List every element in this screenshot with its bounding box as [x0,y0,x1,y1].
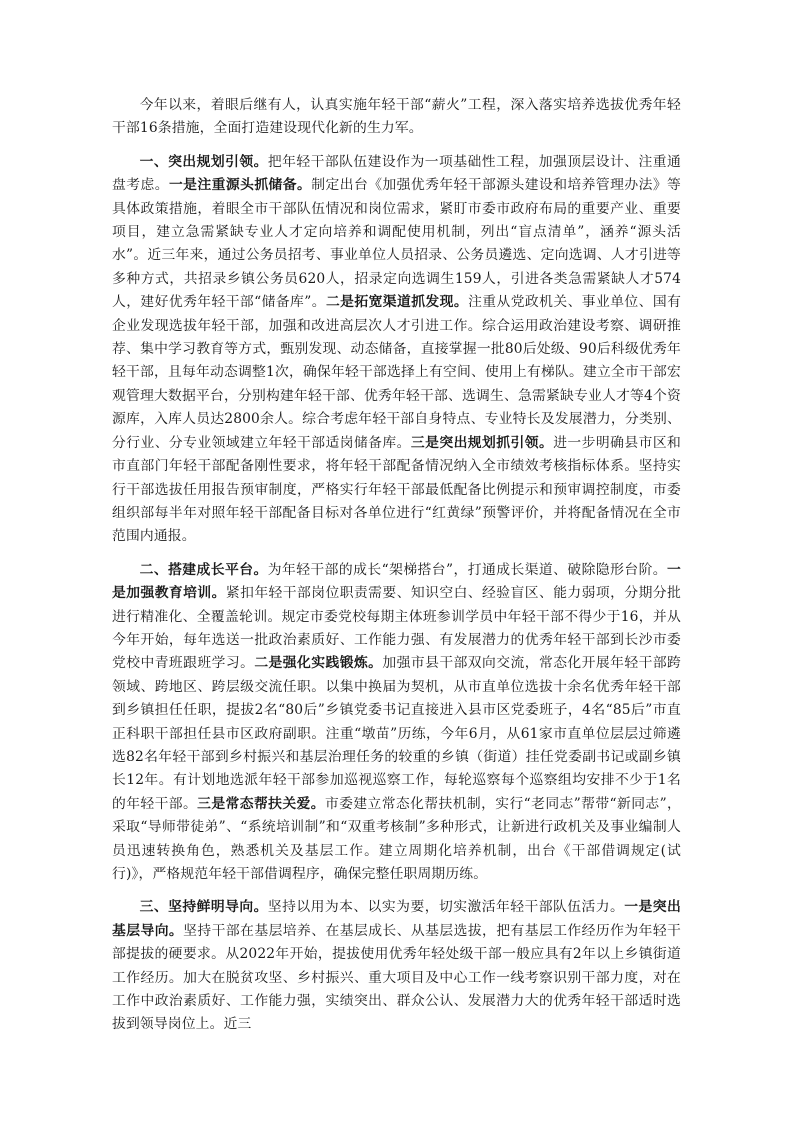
section3-sub1-text: 坚持干部在基层培养、在基层成长、从基层选拔，把有基层工作经历作为年轻干部提拔的硬要求。从2022年开始，提拔使用优秀年轻处级干部一般应具有2年以上乡镇街道工作经历。加大在脱贫攻坚、乡村振兴、重大项目及中心工作一线考察识别干部力度，对在工作中政治素质好、工作能力强，实绩突出、群众公认、发展潜力大的优秀年轻干部适时选拔到领导岗位上。近三 [112,922,682,1033]
section2-sub1-text: 紧扣年轻干部岗位职责需要、知识空白、经验盲区、能力弱项，分期分批进行精准化、全覆盖轮训。规定市委党校每期主体班参训学员中年轻干部不得少于16，并从今年开始，每年选送一批政治素质好、工作能力强、有发展潜力的优秀年轻干部到长沙市委党校中青班跟班学习。 [112,585,681,672]
section1-paragraph [112,151,681,549]
intro-paragraph [112,94,681,141]
section2-lead: 为年轻干部的成长“架梯搭台”，打通成长渠道、破除隐形台阶。 [267,561,668,578]
section3-sub1-title: 一是突出基层导向。 [112,899,681,939]
section1-sub3-text: 进一步明确县市区和市直部门年轻干部配备刚性要求，将年轻干部配备情况纳入全市绩效考核指标体系。坚持实行干部选拔任用报告预审制度，严格实行年轻干部最低配备比例提示和预审调控制度，市委组织部每半年对照年轻干部配备目标对各单位进行“红黄绿”预警评价，并将配备情况在全市范围内通报。 [112,434,682,545]
section1-heading: 一、突出规划引领。 [139,153,268,170]
section2-sub3-title: 三是常态帮扶关爱。 [197,795,325,812]
section2-paragraph [112,559,681,887]
section2-heading: 二、搭建成长平台。 [139,561,268,578]
section1-sub2-title: 二是拓宽渠道抓发现。 [325,294,469,311]
section1-sub1-title: 一是注重源头抓储备。 [168,177,312,194]
section3-paragraph [112,896,681,1036]
section2-sub1-title: 一是加强教育培训。 [112,561,681,602]
section2-sub3-text: 市委建立常态化帮扶机制，实行“老同志”帮带“新同志”，采取“导师带徒弟”、“系统培训制”和“双重考核制”多种形式，让新进行政机关及事业编制人员迅速转换角色，熟悉机关及基层工作。建立周期化培养机制，出台《干部借调规定(试行)》，严格规范年轻干部借调程序，确保完整任职周期历练。 [112,795,681,882]
section3-heading: 三、坚持鲜明导向。 [139,899,268,916]
section2-sub2-title: 二是强化实践锻炼。 [254,655,383,672]
section1-sub2-text: 注重从党政机关、事业单位、国有企业发现选拔年轻干部，加强和改进高层次人才引进工作。综合运用政治建设考察、调研推荐、集中学习教育等方式，甄别发现、动态储备，直接掌握一批80后处级、90后科级优秀年轻干部，且每年动态调整1次，确保年轻干部选择上有空间、使用上有梯队。建立全市干部宏观管理大数据平台，分别构建年轻干部、优秀年轻干部、选调生、急需紧缺专业人才等4个资源库，入库人员达2800余人。综合考虑年轻干部自身特点、专业特长及发展潜力，分类别、分行业、分专业领域建立年轻干部适岗储备库。 [112,294,682,451]
section3-lead: 坚持以用为本、以实为要，切实激活年轻干部队伍活力。 [267,899,625,916]
section1-sub1-text: 制定出台《加强优秀年轻干部源头建设和培养管理办法》等具体政策措施，着眼全市干部队伍情况和岗位需求，紧盯市委市政府布局的重要产业、重要项目，建立急需紧缺专业人才定向培养和调配使用机制，列出“盲点清单”，涵养“源头活水”。近三年来，通过公务员招考、事业单位人员招录、公务员遴选、定向选调、人才引进等多种方式，共招录乡镇公务员620人，招录定向选调生159人，引进各类急需紧缺人才574人，建好优秀年轻干部“储备库”。 [112,177,682,311]
intro-text: 今年以来，着眼后继有人，认真实施年轻干部“薪火”工程，深入落实培养选拔优秀年轻干部16条措施，全面打造建设现代化新的生力军。 [112,97,681,137]
section1-sub3-title: 三是突出规划抓引领。 [410,434,554,451]
section1-lead: 把年轻干部队伍建设作为一项基础性工程，加强顶层设计、注重通盘考虑。 [112,153,681,194]
section2-sub2-text: 加强市县干部双向交流，常态化开展年轻干部跨领域、跨地区、跨层级交流任职。以集中换届为契机，从市直单位选拔十余名优秀年轻干部到乡镇担任任职，提拔2名“80后”乡镇党委书记直接进入县市区党委班子，4名“85后”市直正科职干部担任县市区政府副职。注重“墩苗”历练，今年6月，从61家市直单位层层过筛遴选82名年轻干部到乡村振兴和基层治理任务的较重的乡镇（街道）挂任党委副书记或副乡镇长12年。有计划地选派年轻干部参加巡视巡察工作，每轮巡察每个巡察组均安排不少于1名的年轻干部。 [112,655,682,812]
